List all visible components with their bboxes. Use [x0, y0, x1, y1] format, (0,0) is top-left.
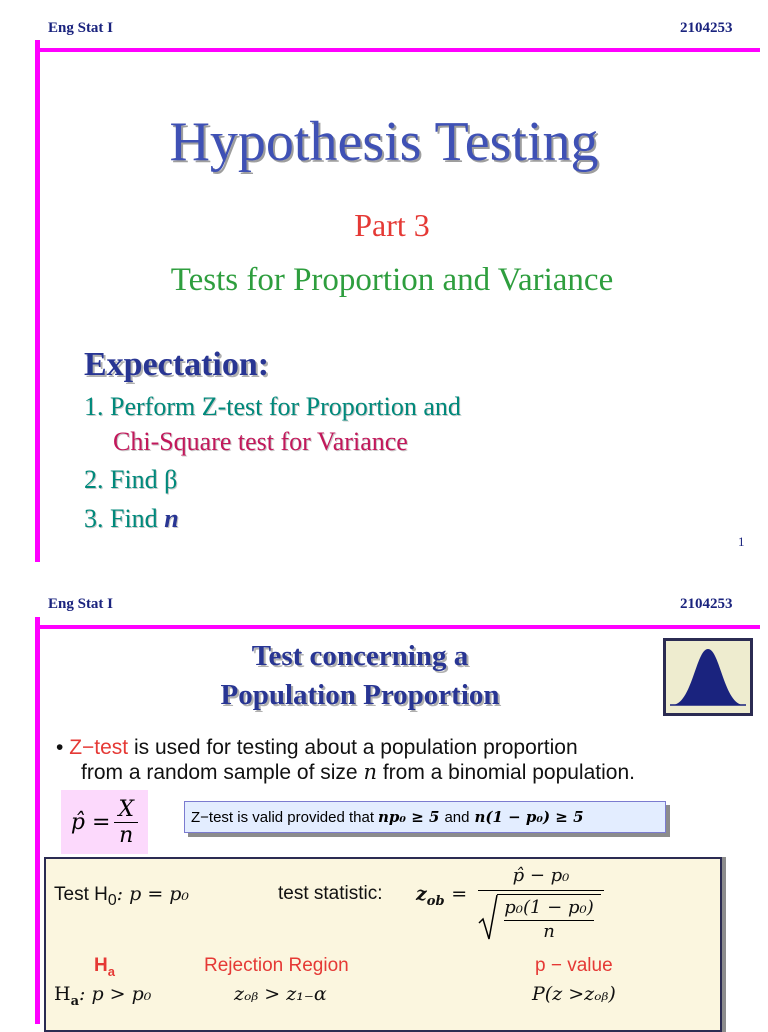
expectation-item-1: 1. Perform Z-test for Proportion and — [84, 392, 461, 421]
row1-ha-expr: : p > p₀ — [79, 983, 152, 1005]
expectation-item-1-cont: Chi-Square test for Variance — [113, 427, 408, 456]
slide2-title-line1: Test concerning a — [251, 640, 469, 672]
bullet-text1: is used for testing about a population proportion — [128, 736, 578, 759]
expectation-item-2: 2. Find β — [84, 465, 178, 494]
row1-region: zₒᵦ > z₁₋α — [234, 983, 327, 1005]
bullet-text3: from a binomial population. — [376, 761, 635, 784]
bullet-z-test — [56, 735, 578, 760]
slide2-header-right: 2104253 — [680, 596, 733, 612]
slide1-header-rule — [35, 48, 760, 52]
slide1-subtitle: Tests for Proportion and Variance — [170, 262, 614, 298]
test-sub: 0 — [107, 891, 117, 909]
validity-text: Z−test is valid provided that — [191, 808, 375, 826]
phat-lhs: p̂ = — [70, 809, 111, 835]
col-header-ha — [94, 955, 115, 979]
formula-box — [44, 857, 722, 1032]
normal-distribution-icon — [663, 638, 753, 716]
slide1-title: Hypothesis Testing — [169, 111, 599, 173]
bullet-var: n — [363, 760, 377, 784]
stat-lhs: z — [416, 883, 427, 905]
expectation-item-3-text: 3. Find — [84, 504, 158, 533]
row1-ha — [54, 983, 151, 1009]
expectation-heading: Expectation: — [84, 346, 270, 383]
expectation-item-3 — [84, 504, 179, 534]
slide2-title-line2: Population Proportion — [220, 679, 500, 711]
bullet-dot: • — [56, 736, 64, 759]
slide1-header-right: 2104253 — [680, 20, 733, 36]
validity-and: and — [444, 808, 470, 826]
bullet-lead: Z−test — [69, 736, 129, 759]
stat-eq: = — [451, 883, 468, 905]
validity-cond1: np₀ ≥ 5 — [378, 808, 440, 826]
col-ha: H — [94, 955, 108, 976]
test-statistic-label: test statistic: — [278, 883, 383, 904]
bullet-text2: from a random sample of size — [81, 761, 364, 784]
slide1-page-number: 1 — [738, 534, 745, 549]
validity-condition-box — [184, 801, 666, 833]
row1-ha-letter: H — [54, 983, 71, 1005]
test-label: Test H — [54, 884, 108, 905]
slide2-header-rule — [35, 625, 760, 629]
row1-ha-sub: a — [70, 993, 80, 1009]
slide-separator — [0, 572, 768, 578]
col-ha-sub: a — [107, 963, 115, 979]
phat-fraction — [114, 797, 138, 848]
test-expr: : p = p₀ — [116, 883, 190, 905]
test-statistic-fraction — [478, 865, 604, 947]
stat-denominator — [478, 891, 604, 947]
col-header-pvalue: p − value — [535, 955, 613, 976]
stat-numerator: p̂ − p₀ — [512, 865, 570, 886]
bullet-z-test-cont — [81, 760, 635, 785]
row1-pvalue: P(z >zₒᵦ) — [532, 983, 616, 1005]
test-statistic-lhs — [416, 883, 467, 909]
sqrt-icon — [478, 893, 498, 943]
slide2-header-left: Eng Stat I — [48, 596, 114, 612]
expectation-item-3-var: n — [164, 504, 179, 533]
phat-numerator: X — [118, 796, 135, 822]
stat-den-inner: p₀(1 − p₀) — [504, 897, 594, 918]
col-header-rejection: Rejection Region — [204, 955, 349, 976]
stat-den-n: n — [543, 921, 555, 942]
phat-denominator: n — [119, 822, 134, 848]
stat-lhs-sub: ob — [426, 893, 445, 909]
slide1-part: Part 3 — [354, 207, 430, 243]
slide1-header-left: Eng Stat I — [48, 20, 114, 36]
test-hypothesis — [54, 883, 189, 910]
phat-definition-box — [61, 790, 148, 854]
validity-cond2: n(1 − p₀) ≥ 5 — [474, 808, 584, 826]
